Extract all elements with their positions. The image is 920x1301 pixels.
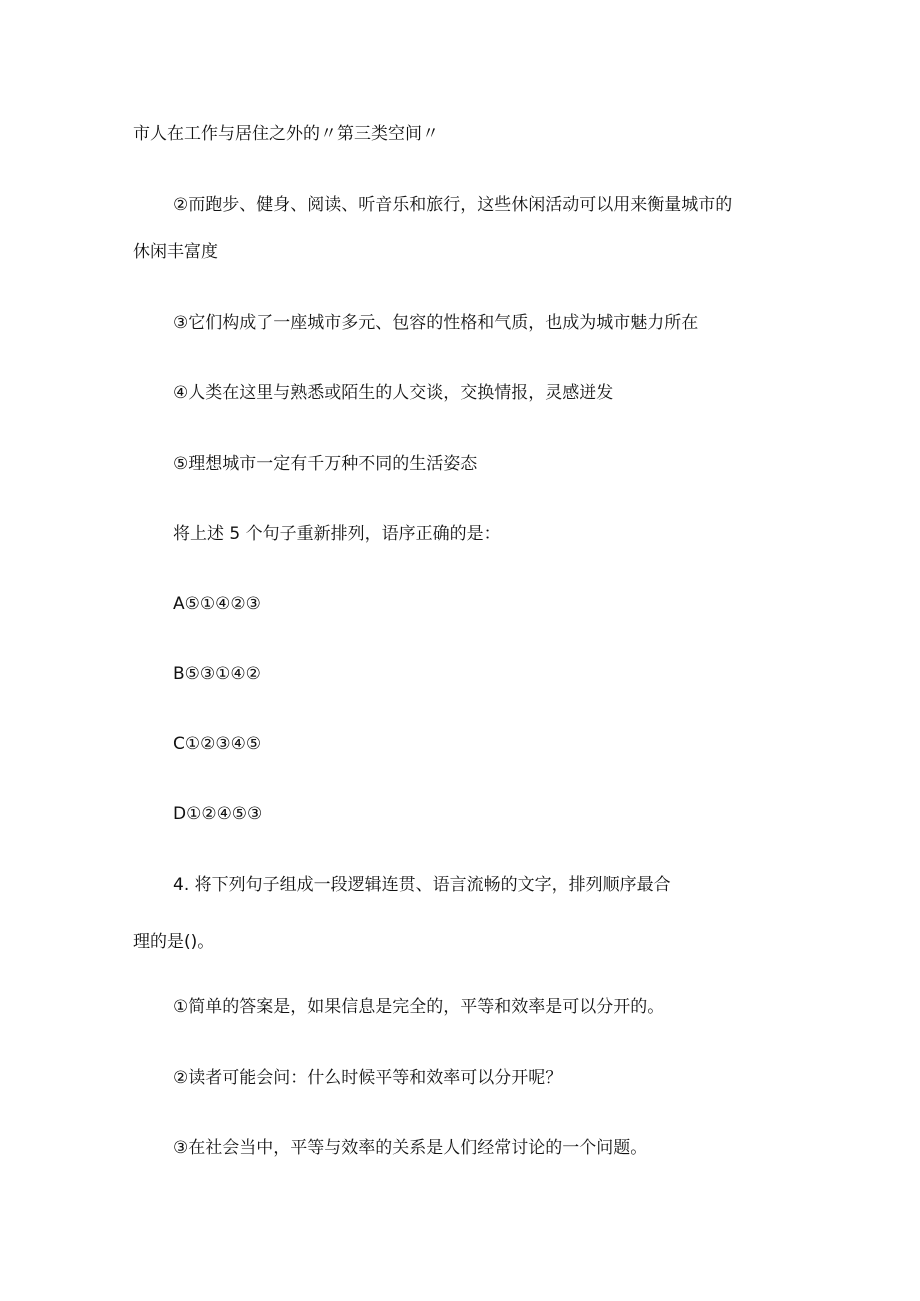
option-c: C①②③④⑤ — [173, 734, 262, 754]
question-4-line-1: 4. 将下列句子组成一段逻辑连贯、语言流畅的文字，排列顺序最合 — [173, 875, 671, 895]
question-prompt: 将上述 5 个句子重新排列，语序正确的是： — [173, 524, 501, 544]
sentence-2-line-2: 休闲丰富度 — [133, 242, 218, 262]
option-d: D①②④⑤③ — [173, 804, 263, 824]
text-line-continuation: 市人在工作与居住之外的〃第三类空间〃 — [133, 124, 439, 144]
question-4-line-2: 理的是()。 — [133, 932, 215, 952]
q4-sentence-3: ③在社会当中，平等与效率的关系是人们经常讨论的一个问题。 — [173, 1138, 648, 1158]
sentence-2-line-1: ②而跑步、健身、阅读、听音乐和旅行，这些休闲活动可以用来衡量城市的 — [173, 195, 733, 215]
option-a: A⑤①④②③ — [173, 594, 261, 614]
q4-sentence-2: ②读者可能会问：什么时候平等和效率可以分开呢？ — [173, 1068, 563, 1088]
sentence-3: ③它们构成了一座城市多元、包容的性格和气质，也成为城市魅力所在 — [173, 313, 699, 333]
q4-sentence-1: ①简单的答案是，如果信息是完全的，平等和效率是可以分开的。 — [173, 997, 665, 1017]
sentence-4: ④人类在这里与熟悉或陌生的人交谈，交换情报，灵感迸发 — [173, 383, 614, 403]
sentence-5: ⑤理想城市一定有千万种不同的生活姿态 — [173, 454, 478, 474]
option-b: B⑤③①④② — [173, 664, 261, 684]
